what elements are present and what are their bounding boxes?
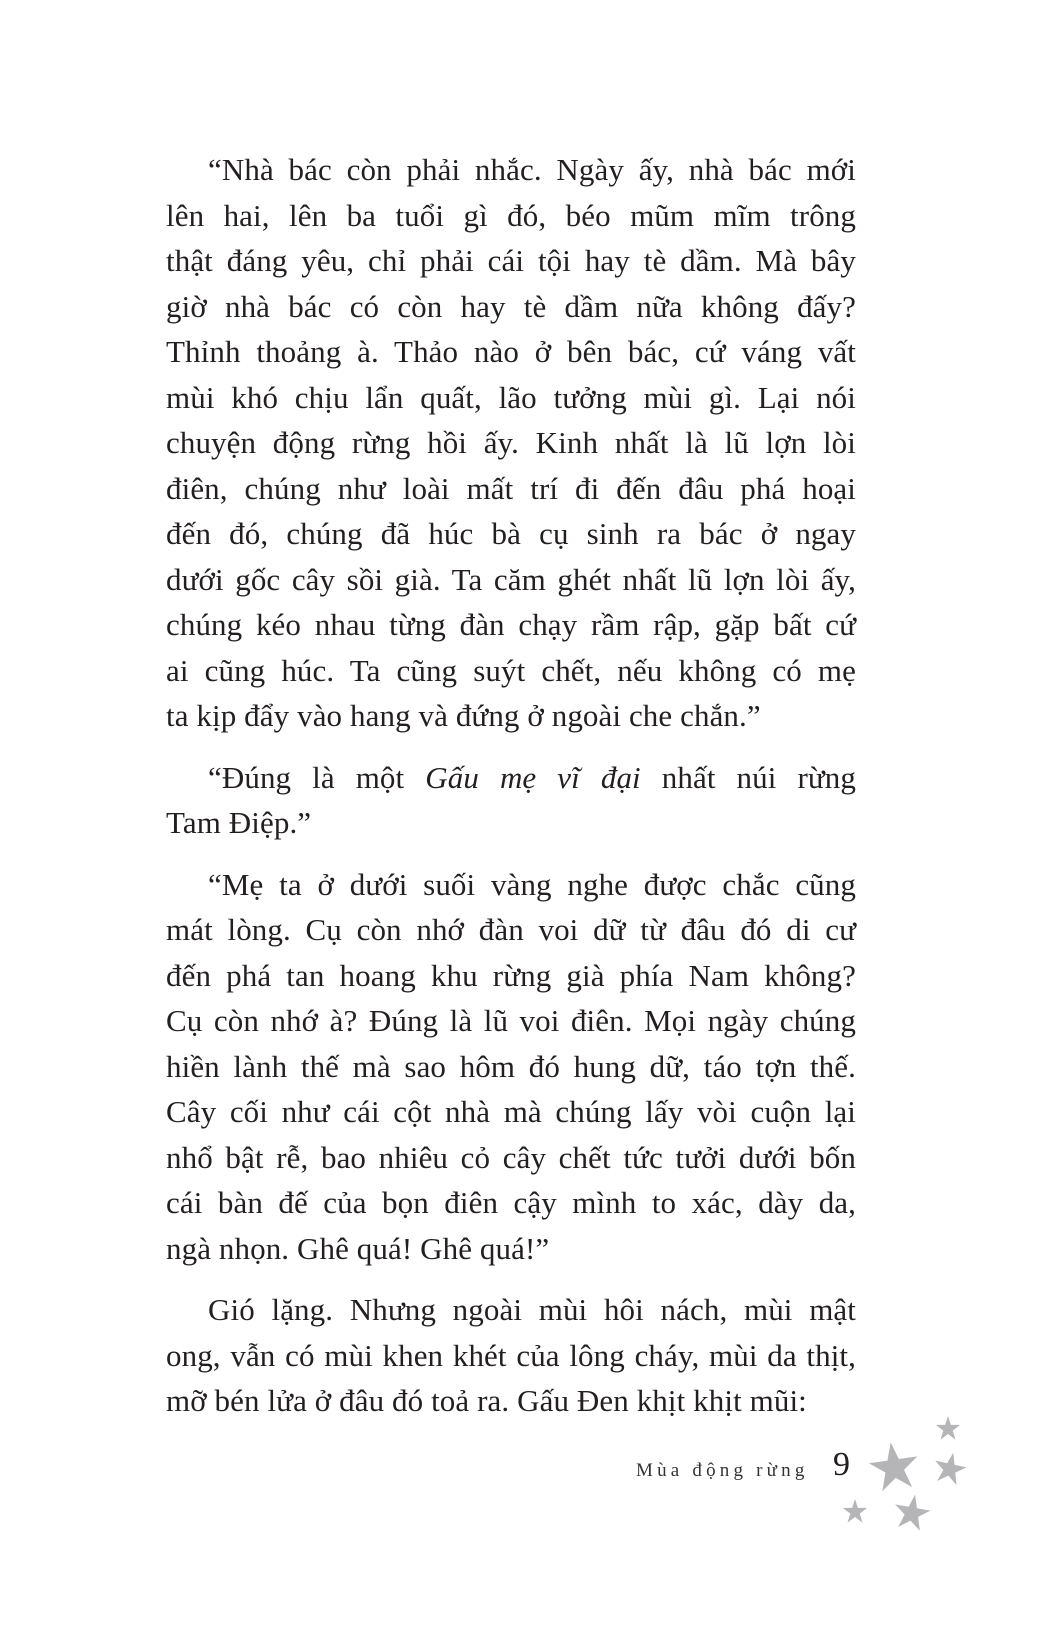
italic-phrase: Gấu mẹ vĩ đại bbox=[425, 759, 641, 795]
star-icon bbox=[842, 1498, 868, 1524]
text-line bbox=[166, 755, 856, 801]
paragraph-1 bbox=[166, 147, 856, 739]
text-run: nhất núi rừng bbox=[640, 759, 856, 795]
text-line: ta kịp đẩy vào hang và đứng ở ngoài che chắn.” bbox=[166, 698, 761, 733]
running-title: Mùa động rừng bbox=[636, 1460, 809, 1481]
star-icon bbox=[893, 1493, 931, 1531]
text-line: nhổ bật rễ, bao nhiêu cỏ cây chết tức tưởi dưới bốn bbox=[166, 1139, 856, 1175]
text-line: hiền lành thế mà sao hôm đó hung dữ, táo tợn thế. bbox=[166, 1048, 856, 1084]
text-line: dưới gốc cây sồi già. Ta căm ghét nhất lũ lợn lòi ấy, bbox=[166, 561, 856, 597]
paragraph-3 bbox=[166, 862, 856, 1272]
star-icon bbox=[933, 1451, 967, 1485]
text-line: Thỉnh thoảng à. Thảo nào ở bên bác, cứ váng vất bbox=[166, 334, 856, 369]
text-run: “Đúng là một bbox=[208, 759, 426, 795]
text-line: cái bàn đế của bọn điên cậy mình to xác, dày da, bbox=[166, 1185, 856, 1220]
text-line: giờ nhà bác có còn hay tè dầm nữa không đấy? bbox=[166, 288, 856, 324]
paragraph-4 bbox=[166, 1287, 856, 1424]
page-number: 9 bbox=[833, 1446, 850, 1483]
text-line: đến phá tan hoang khu rừng già phía Nam không? bbox=[166, 957, 856, 993]
text-line: thật đáng yêu, chỉ phải cái tội hay tè dầm. Mà bây bbox=[166, 243, 856, 278]
text-line: mỡ bén lửa ở đâu đó toả ra. Gấu Đen khịt khịt mũi: bbox=[166, 1383, 807, 1418]
text-line: Tam Điệp.” bbox=[166, 805, 312, 840]
star-icon bbox=[868, 1440, 920, 1492]
text-line: điên, chúng như loài mất trí đi đến đâu phá hoại bbox=[166, 470, 856, 506]
text-line: mùi khó chịu lẩn quất, lão tưởng mùi gì. Lại nói bbox=[166, 379, 856, 415]
text-line: đến đó, chúng đã húc bà cụ sinh ra bác ở ngay bbox=[166, 516, 856, 551]
text-line: Cây cối như cái cột nhà mà chúng lấy vòi cuộn lại bbox=[166, 1094, 856, 1129]
text-line: ong, vẫn có mùi khen khét của lông cháy, mùi da thịt, bbox=[166, 1337, 856, 1373]
text-line: “Nhà bác còn phải nhắc. Ngày ấy, nhà bác mới bbox=[208, 152, 856, 187]
text-line: mát lòng. Cụ còn nhớ đàn voi dữ từ đâu đó di cư bbox=[166, 912, 856, 947]
body-text bbox=[166, 147, 856, 1440]
text-line: chuyện động rừng hồi ấy. Kinh nhất là lũ lợn lòi bbox=[166, 425, 856, 460]
text-line: Cụ còn nhớ à? Đúng là lũ voi điên. Mọi ngày chúng bbox=[166, 1003, 856, 1038]
text-line: “Mẹ ta ở dưới suối vàng nghe được chắc cũng bbox=[208, 866, 856, 902]
text-line: ngà nhọn. Ghê quá! Ghê quá!” bbox=[166, 1230, 550, 1266]
text-line: lên hai, lên ba tuổi gì đó, béo mũm mĩm trông bbox=[166, 197, 856, 233]
star-icon bbox=[935, 1415, 961, 1441]
paragraph-2 bbox=[166, 755, 856, 846]
text-line: Gió lặng. Nhưng ngoài mùi hôi nách, mùi mật bbox=[208, 1292, 856, 1327]
text-line: ai cũng húc. Ta cũng suýt chết, nếu không có mẹ bbox=[166, 652, 856, 688]
text-line: chúng kéo nhau từng đàn chạy rầm rập, gặp bất cứ bbox=[166, 607, 856, 642]
